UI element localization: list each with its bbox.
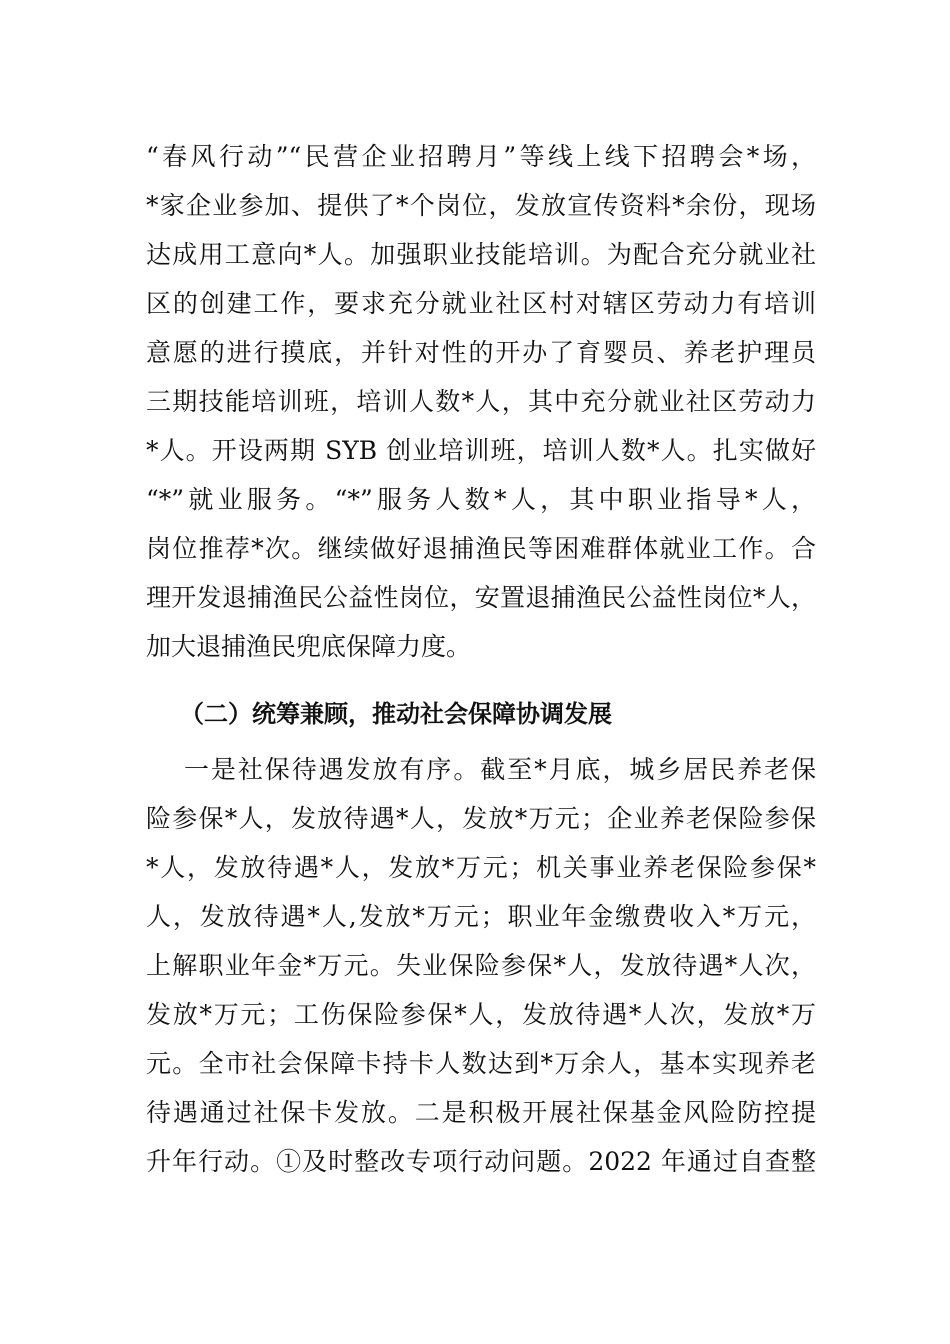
document-body	[146, 132, 816, 1186]
section-heading: （二）统筹兼顾，推动社会保障协调发展	[180, 700, 612, 728]
paragraph-social-security	[146, 745, 816, 1186]
text-line: 升年行动。①及时整改专项行动问题。2022 年通过自查整	[146, 1147, 816, 1176]
text-line: *人，发放待遇*人，发放*万元；机关事业养老保险参保*	[146, 853, 816, 882]
text-line: “*”就业服务。“*”服务人数*人，其中职业指导*人，	[146, 485, 816, 514]
text-line: 区的创建工作，要求充分就业社区村对辖区劳动力有培训	[146, 289, 816, 318]
text-line: 人，发放待遇*人,发放*万元；职业年金缴费收入*万元，	[146, 902, 816, 931]
text-line: 岗位推荐*次。继续做好退捕渔民等困难群体就业工作。合	[146, 534, 816, 563]
section-spacer	[146, 671, 816, 683]
paragraph-employment	[146, 132, 816, 671]
text-line: 加大退捕渔民兜底保障力度。	[146, 632, 472, 661]
text-line: 险参保*人，发放待遇*人，发放*万元；企业养老保险参保	[146, 804, 816, 833]
text-line: 元。全市社会保障卡持卡人数达到*万余人，基本实现养老	[146, 1049, 816, 1078]
text-line: 一是社保待遇发放有序。截至*月底，城乡居民养老保	[184, 755, 816, 784]
text-line: *人。开设两期 SYB 创业培训班，培训人数*人。扎实做好	[146, 436, 816, 465]
text-line: 达成用工意向*人。加强职业技能培训。为配合充分就业社	[146, 240, 816, 269]
text-line: 三期技能培训班，培训人数*人，其中充分就业社区劳动力	[146, 387, 816, 416]
text-line: 待遇通过社保卡发放。二是积极开展社保基金风险防控提	[146, 1098, 816, 1127]
text-line: 理开发退捕渔民公益性岗位，安置退捕渔民公益性岗位*人，	[146, 583, 816, 612]
text-line: 意愿的进行摸底，并针对性的开办了育婴员、养老护理员	[146, 338, 816, 367]
text-line: *家企业参加、提供了*个岗位，发放宣传资料*余份，现场	[146, 191, 816, 220]
text-line: “春风行动”“民营企业招聘月”等线上线下招聘会*场，	[146, 142, 816, 171]
text-line: 上解职业年金*万元。失业保险参保*人，发放待遇*人次，	[146, 951, 816, 980]
text-line: 发放*万元；工伤保险参保*人，发放待遇*人次，发放*万	[146, 1000, 816, 1029]
